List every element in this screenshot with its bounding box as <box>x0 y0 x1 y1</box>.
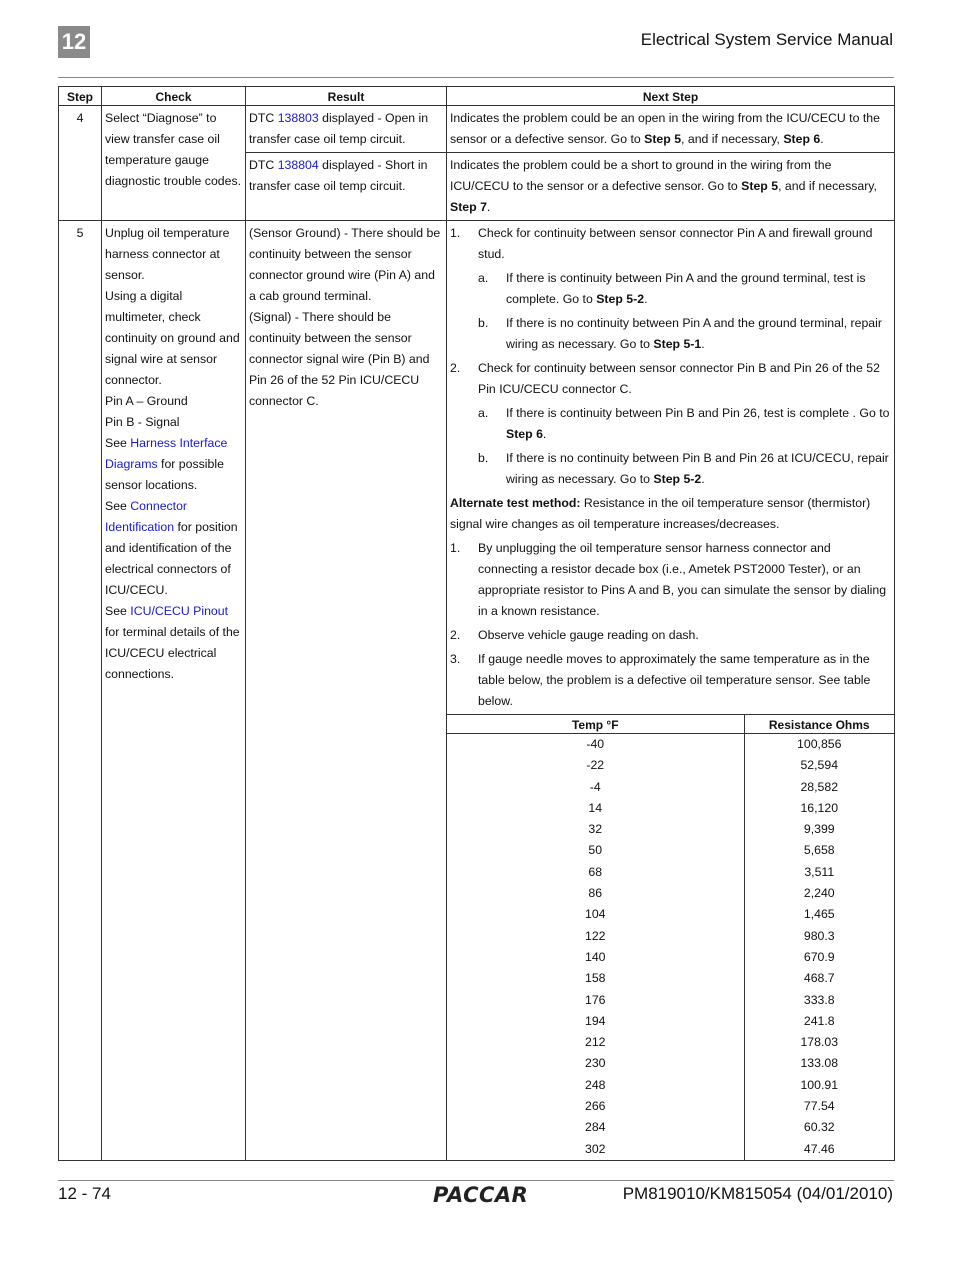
table-row <box>447 734 894 756</box>
harness-interface-link[interactable]: Harness Interface Diagrams <box>105 436 228 471</box>
list-item: a. If there is continuity between Pin A and the ground terminal, test is complete. Go to Step 5-2. <box>478 271 866 306</box>
list-item: 2. Observe vehicle gauge reading on dash. <box>450 628 699 642</box>
result-cell: DTC 138803 displayed - Open in transfer case oil temp circuit. <box>246 106 447 153</box>
temp-cell: 248 <box>584 1077 606 1092</box>
header-divider <box>58 77 894 78</box>
resistance-cell: 333.8 <box>744 990 894 1011</box>
temp-cell: 68 <box>588 864 603 879</box>
resistance-cell: 28,582 <box>744 777 894 798</box>
resistance-cell: 3,511 <box>744 862 894 883</box>
resistance-cell: 468.7 <box>744 968 894 989</box>
table-row <box>59 221 895 715</box>
alternate-test-method: Alternate test method: Resistance in the oil temperature sensor (thermistor) signal wire changes as oil temperature increases/decreases. <box>450 496 871 531</box>
resistance-cell: 16,120 <box>744 798 894 819</box>
list-item: b. If there is no continuity between Pin B and Pin 26 at ICU/CECU, repair wiring as necessary. Go to Step 5-2. <box>478 451 889 486</box>
temp-cell: 158 <box>584 971 606 986</box>
resistance-cell: 133.08 <box>744 1053 894 1074</box>
table-row <box>447 1096 894 1117</box>
step-number: 4 <box>59 106 102 221</box>
table-header-row <box>59 87 895 106</box>
temp-cell: 86 <box>588 886 603 901</box>
table-row <box>447 862 894 883</box>
temp-cell: 140 <box>584 949 606 964</box>
temp-cell: 230 <box>584 1056 606 1071</box>
chapter-badge: 12 <box>58 26 90 58</box>
list-item: 1. Check for continuity between sensor connector Pin A and firewall ground stud. a. If there is continuity between Pin A and the ground terminal, test is complete. Go to Step 5-2. b. If there is no continuity between Pin A and the ground terminal, repair wiring as necessary. Go to Step 5-1. <box>450 223 891 355</box>
temp-cell: 104 <box>584 907 606 922</box>
resistance-cell: 5,658 <box>744 840 894 861</box>
resistance-cell: 241.8 <box>744 1011 894 1032</box>
paccar-logo: PACCAR <box>433 1183 529 1207</box>
result-cell: (Sensor Ground) - There should be continuity between the sensor connector ground wire (Pin A) and a cab ground terminal. (Signal) - There should be continuity between the sensor connector signal wire (Pin B) and Pin 26 of the 52 Pin ICU/CECU connector C. <box>246 221 447 1161</box>
table-row <box>447 926 894 947</box>
table-row <box>447 1139 894 1160</box>
header-check: Check <box>102 87 246 106</box>
table-row <box>447 840 894 861</box>
resistance-cell: 980.3 <box>744 926 894 947</box>
icu-cecu-pinout-link[interactable]: ICU/CECU Pinout <box>130 604 229 618</box>
table-row <box>447 1117 894 1138</box>
temp-cell: 122 <box>584 928 606 943</box>
table-row <box>447 1032 894 1053</box>
temp-cell: 194 <box>584 1013 606 1028</box>
resistance-cell: 670.9 <box>744 947 894 968</box>
table-row <box>447 1053 894 1074</box>
header-step: Step <box>59 87 102 106</box>
temp-cell: 50 <box>588 843 603 858</box>
table-row <box>59 106 895 153</box>
dtc-link[interactable]: 138803 <box>277 111 319 125</box>
temp-cell: -4 <box>589 779 601 794</box>
list-item: a. If there is continuity between Pin B and Pin 26, test is complete . Go to Step 6. <box>478 406 890 441</box>
diagnostic-table <box>58 86 894 1161</box>
footer-divider <box>58 1180 894 1181</box>
resistance-cell: 52,594 <box>744 755 894 776</box>
table-row <box>447 755 894 776</box>
resistance-table <box>447 715 894 1160</box>
header-result: Result <box>246 87 447 106</box>
table-row <box>447 883 894 904</box>
check-cell: Unplug oil temperature harness connector at sensor. Using a digital multimeter, check continuity on ground and signal wire at sensor connector. Pin A – Ground Pin B - Signal See Harness Interface Diagrams for possible sensor locations. See Connector Identification for position and identification of the electrical connectors of ICU/CECU. See ICU/CECU Pinout for terminal details of the ICU/CECU electrical connections. <box>102 221 246 1161</box>
table-row <box>447 777 894 798</box>
resistance-cell: 100,856 <box>744 734 894 756</box>
temp-cell: 176 <box>584 992 606 1007</box>
resistance-cell: 100.91 <box>744 1075 894 1096</box>
list-item: 2. Check for continuity between sensor connector Pin B and Pin 26 of the 52 Pin ICU/CECU connector C. a. If there is continuity between Pin B and Pin 26, test is complete . Go to Step 6. b. If there is no continuity between Pin B and Pin 26 at ICU/CECU, repair wiring as necessary. Go to Step 5-2. <box>450 358 891 490</box>
next-step-cell: Indicates the problem could be a short to ground in the wiring from the ICU/CECU to the sensor or a defective sensor. Go to Step 5, and if necessary, Step 7. <box>447 153 895 221</box>
temp-cell: 212 <box>584 1035 606 1050</box>
next-step-cell: Indicates the problem could be an open in the wiring from the ICU/CECU to the sensor or a defective sensor. Go to Step 5, and if necessary, Step 6. <box>447 106 895 153</box>
check-cell: Select “Diagnose” to view transfer case oil temperature gauge diagnostic trouble codes. <box>102 106 246 221</box>
resistance-cell: 47.46 <box>744 1139 894 1160</box>
table-row <box>447 798 894 819</box>
temp-cell: 32 <box>588 822 603 837</box>
list-item: 1. By unplugging the oil temperature sensor harness connector and connecting a resistor decade box (i.e., Ametek PST2000 Tester), or an appropriate resistor to Pins A and B, you can simulate the sensor by dialing in a known resistance. <box>450 541 887 618</box>
connector-identification-link[interactable]: Connector Identification <box>105 499 188 534</box>
header-temp: Temp °F <box>447 715 744 734</box>
resistance-cell: 178.03 <box>744 1032 894 1053</box>
page-number: 12 - 74 <box>58 1184 111 1203</box>
resistance-cell: 9,399 <box>744 819 894 840</box>
temp-cell: -40 <box>586 737 605 751</box>
resistance-cell: 60.32 <box>744 1117 894 1138</box>
temp-cell: 266 <box>584 1099 606 1114</box>
step-number: 5 <box>59 221 102 1161</box>
next-step-cell <box>447 221 895 715</box>
table-row <box>447 1011 894 1032</box>
temp-cell: 302 <box>584 1141 606 1156</box>
result-cell: DTC 138804 displayed - Short in transfer case oil temp circuit. <box>246 153 447 221</box>
temp-cell: 14 <box>588 800 603 815</box>
table-row <box>447 904 894 925</box>
resistance-cell: 2,240 <box>744 883 894 904</box>
header-next-step: Next Step <box>447 87 895 106</box>
table-row <box>447 990 894 1011</box>
list-item: b. If there is no continuity between Pin A and the ground terminal, repair wiring as necessary. Go to Step 5-1. <box>478 316 882 351</box>
resistance-table-cell <box>447 715 895 1161</box>
temp-cell: 284 <box>584 1120 606 1135</box>
document-title: Electrical System Service Manual <box>640 30 893 49</box>
table-row <box>447 947 894 968</box>
list-item: 3. If gauge needle moves to approximately the same temperature as in the table below, the problem is a defective oil temperature sensor. See table below. <box>450 652 871 708</box>
dtc-link[interactable]: 138804 <box>277 158 319 172</box>
table-row <box>447 1075 894 1096</box>
temp-cell: -22 <box>586 758 605 773</box>
table-row <box>447 819 894 840</box>
resistance-cell: 1,465 <box>744 904 894 925</box>
resistance-cell: 77.54 <box>744 1096 894 1117</box>
header-resistance: Resistance Ohms <box>744 715 894 734</box>
document-reference: PM819010/KM815054 (04/01/2010) <box>622 1184 893 1203</box>
table-row <box>447 968 894 989</box>
